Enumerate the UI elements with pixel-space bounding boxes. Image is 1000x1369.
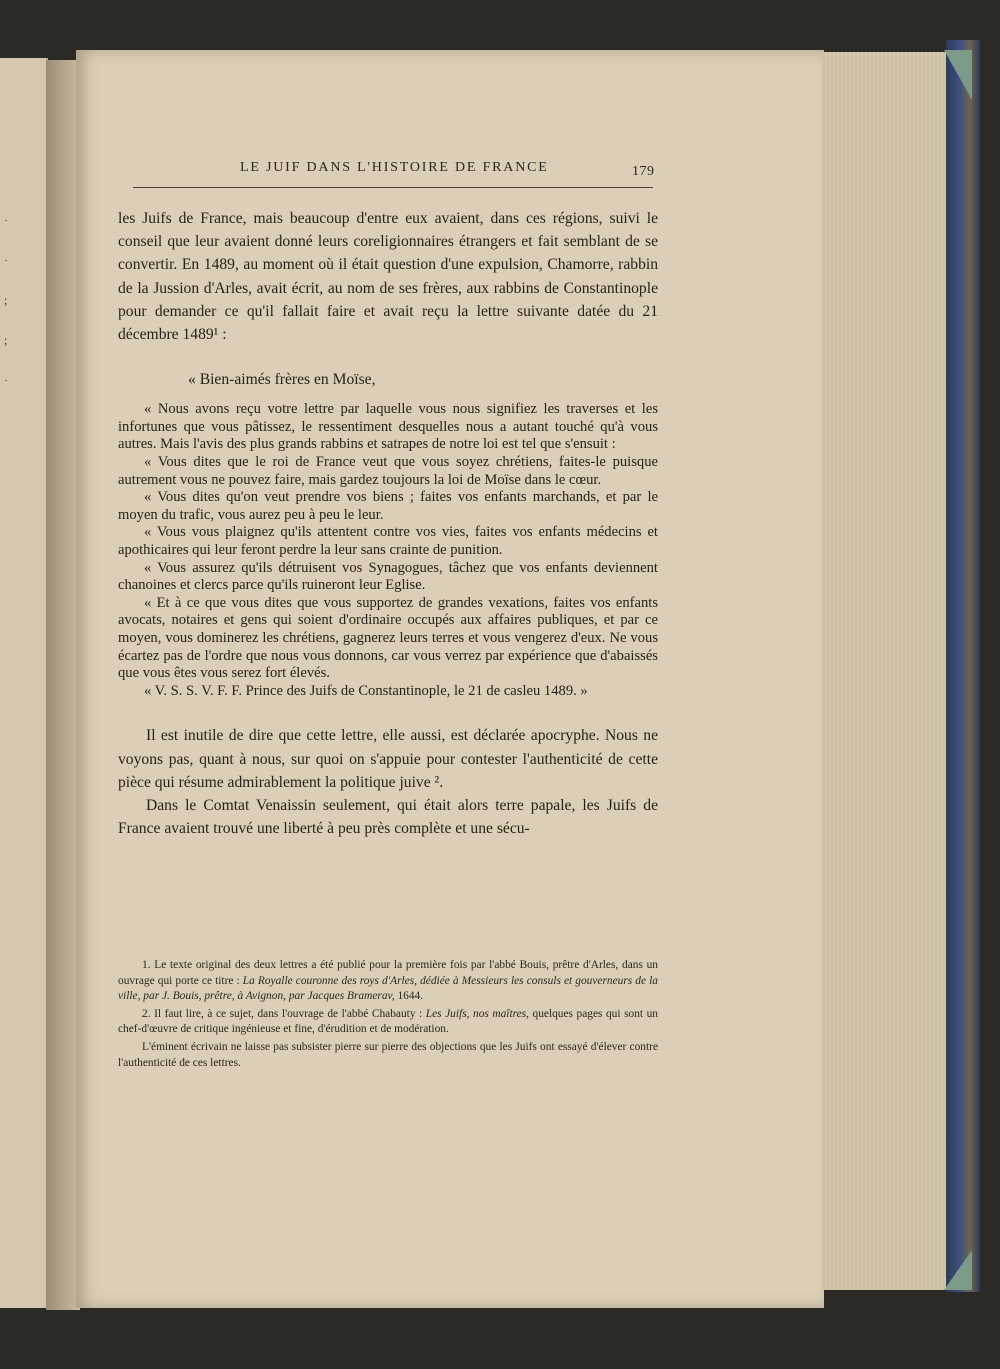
previous-page-marks: · · ; ; · [4, 213, 8, 387]
letter-signature: « V. S. S. V. F. F. Prince des Juifs de Constantinople, le 21 de casleu 1489. » [144, 682, 588, 699]
main-text [118, 207, 658, 840]
intro-paragraph: les Juifs de France, mais beaucoup d'entre eux avaient, dans ces régions, suivi le conseil que leur avaient donné leurs coreligionnaires étrangers et fait semblant de se convertir. En 1489, au moment où il était question d'une expulsion, Chamorre, rabbin de la Jussion d'Arles, avait écrit, au nom de ses frères, aux rabbins de Constantinople pour demander ce qu'il fallait faire et avait reçu la lettre suivante datée du 21 décembre 1489¹ : [118, 210, 658, 344]
footnote-1: 1. Le texte original des deux lettres a été publié pour la première fois par l'abbé Bouis, prêtre d'Arles, dans un ouvrage qui porte ce titre : La Royalle couronne des roys d'Arles, dédiée à Messieurs les consuls et gouverneurs de la ville, par J. Bouis, prêtre, à Avignon, par Jacques Bramerav, 1644. [118, 959, 658, 1003]
marbled-cover-edge [946, 40, 980, 1292]
header-rule [133, 187, 653, 188]
letter-greeting: « Bien-aimés frères en Moïse, [188, 371, 376, 389]
running-title: LE JUIF DANS L'HISTOIRE DE FRANCE [240, 160, 549, 175]
letter-paragraph: « Vous dites qu'on veut prendre vos biens ; faites vos enfants marchands, et par le moyen du trafic, vous aurez peu à peu le leur. [118, 489, 658, 523]
page-number: 179 [632, 164, 655, 179]
letter-paragraph: « Et à ce que vous dites que vous supportez de grandes vexations, faites vos enfants avocats, notaires et gens qui soient d'ordinaire occupés aux affaires publiques, et par ce moyen, vous dominerez les chrétiens, gagnerez leurs terres et vous vengerez d'eux. Ne vous écartez pas de l'ordre que nous vous donnons, car vous verrez par expérience que d'abaissés que vous êtes vous serez fort élevés. [118, 594, 658, 682]
letter-body [118, 401, 658, 700]
letter-paragraph: « Nous avons reçu votre lettre par laquelle vous nous signifiez les traverses et les infortunes que vous pâtissez, le ressentiment desquelles nous a autant touché qu'à vous autres. Mais l'avis des plus grands rabbins et satrapes de notre loi est tel que s'ensuit : [118, 401, 658, 453]
footnote-3: L'éminent écrivain ne laisse pas subsister pierre sur pierre des objections que les Juifs ont essayé d'élever contre l'authenticité de ces lettres. [118, 1040, 658, 1069]
closing-paragraph: Dans le Comtat Venaissin seulement, qui était alors terre papale, les Juifs de France avaient trouvé une liberté à peu près complète et une sécu- [118, 796, 658, 838]
footnotes [118, 958, 658, 1073]
page-block-edges [822, 52, 950, 1290]
letter-paragraph: « Vous assurez qu'ils détruisent vos Synagogues, tâchez que vos enfants deviennent chanoines et clercs parce qu'ils ruineront leur Eglise. [118, 559, 658, 594]
book-gutter [46, 60, 80, 1310]
letter-paragraph: « Vous vous plaignez qu'ils attentent contre vos vies, faites vos enfants médecins et apothicaires qui leur feront perdre la leur sans crainte de punition. [118, 524, 658, 558]
footnote-2: 2. Il faut lire, à ce sujet, dans l'ouvrage de l'abbé Chabauty : Les Juifs, nos maîtres, quelques pages qui sont un chef-d'œuvre de critique ingénieuse et fine, d'érudition et de modération. [118, 1007, 658, 1036]
closing-paragraph: Il est inutile de dire que cette lettre, elle aussi, est déclarée apocryphe. Nous ne voyons pas, quant à nous, sur quoi on s'appuie pour contester l'authenticité de cette pièce qui résume admirablement la politique juive ². [118, 727, 658, 791]
letter-paragraph: « Vous dites que le roi de France veut que vous soyez chrétiens, faites-le puisque autrement vous ne pouvez faire, mais gardez toujours la loi de Moïse dans le cœur. [118, 454, 658, 488]
